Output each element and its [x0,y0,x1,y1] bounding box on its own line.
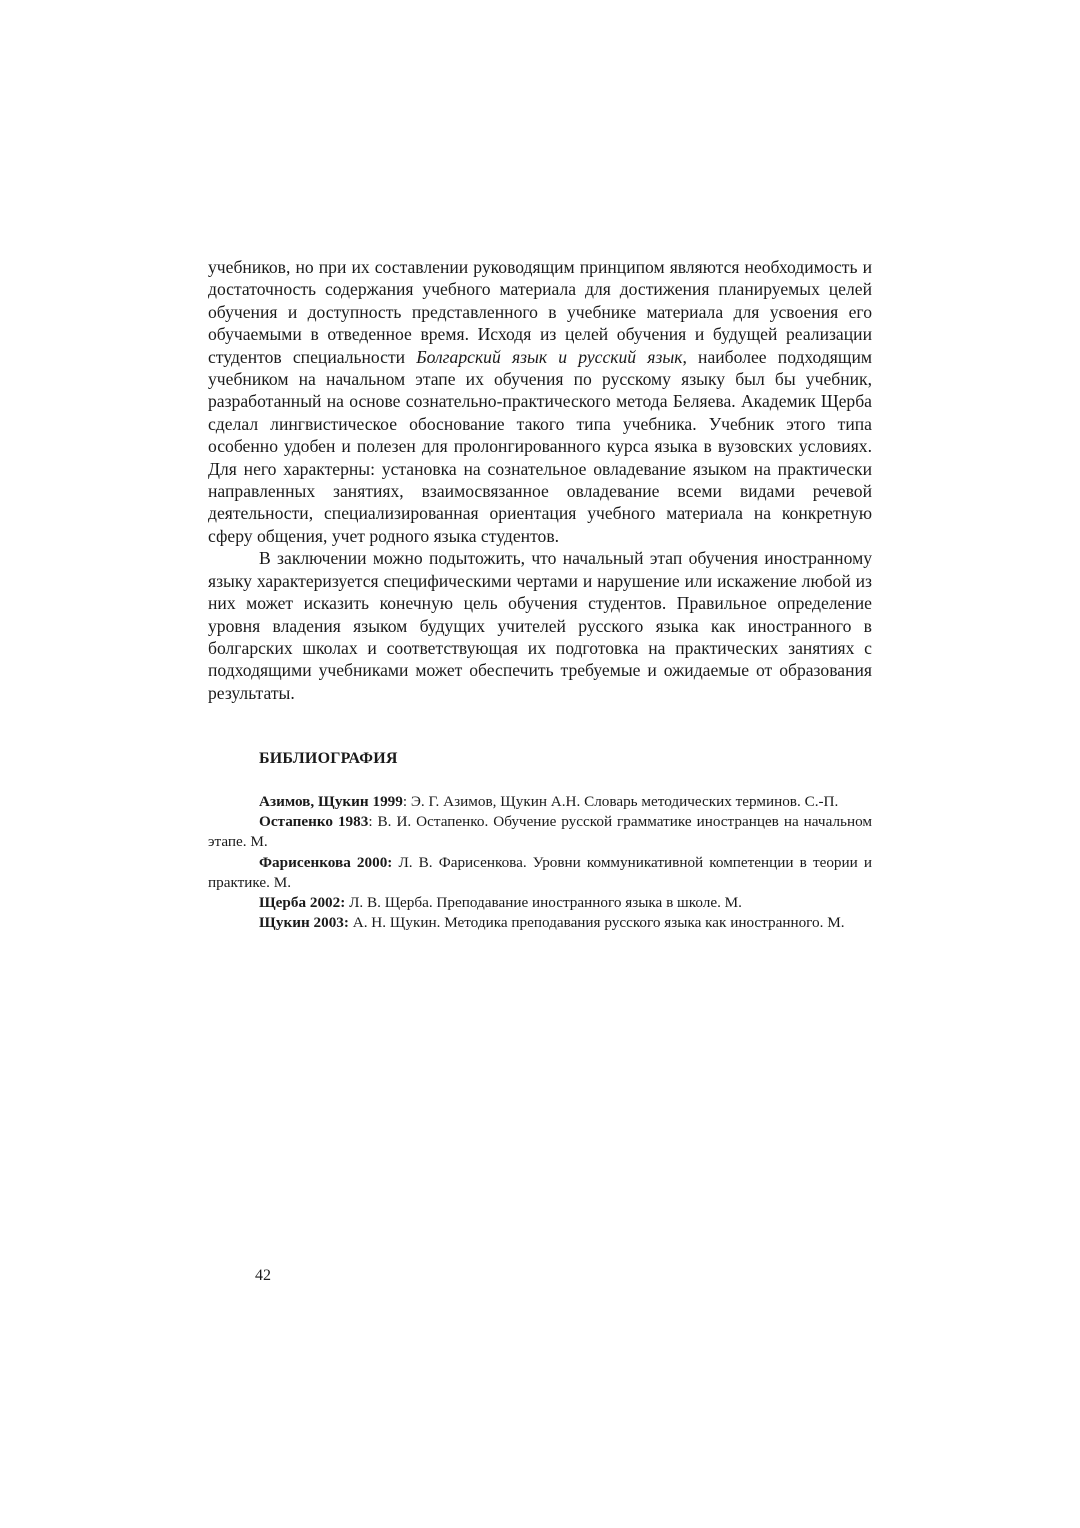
bibliography-entry-text: Л. В. Щерба. Преподавание иностранного языка в школе. М. [345,894,742,912]
bibliography-entry-key: Азимов, Щукин 1999 [259,793,403,810]
paragraph-1-start: учебников, но при их составлении руководящим принципом являются необходимость и достаточность содержания учебного материала для достижения планируемых целей обучения и доступность представленного в учебнике материала для усвоения его обучаемыми в отведенное время. Исходя из целей обучения и будущей реализации студентов специальности [208,257,872,367]
bibliography-entry-text: Л. В. Фарисенкова. Уровни коммуникативной компетенции в теории и практике. М. [208,853,872,891]
bibliography-entry [208,913,872,933]
bibliography-list [208,792,872,933]
specialty-name-italic: Болгарский язык и русский язык [416,346,683,367]
bibliography-entry-text: А. Н. Щукин. Методика преподавания русского языка как иностранного. М. [348,914,845,932]
bibliography-entry-text: : Э. Г. Азимов, Щукин А.Н. Словарь методических терминов. С.-П. [402,793,839,810]
bibliography-entry [208,853,872,893]
paragraph-1-end: , наиболее подходящим учебником на начальном этапе их обучения по русскому языку был бы учебник, разработанный на основе сознательно-практического метода Беляева. Академик Щерба сделал лингвистическое обоснование такого типа учебника. Учебник этого типа особенно удобен и полезен для пролонгированного курса языка в вузовских условиях. Для него характерны: установка на сознательное овладевание языком на практически направленных занятиях, взаимосвязанное овладевание всеми видами речевой деятельности, специализированная ориентация учебного материала на конкретную сферу общения, учет родного языка студентов. [208,346,872,546]
bibliography-entry [208,792,872,812]
bibliography-entry [208,893,872,913]
page-number: 42 [255,1267,271,1284]
body-text [208,256,872,704]
bibliography-entry-key: Фарисенкова 2000: [259,853,393,871]
bibliography-heading: БИБЛИОГРАФИЯ [259,750,398,767]
bibliography-entry [208,812,872,852]
paragraph-2: В заключении можно подытожить, что начальный этап обучения иностранному языку характеризуется специфическими чертами и нарушение или искажение любой из них может исказить конечную цель обучения студентов. Правильное определение уровня владения языком будущих учителей русского языка как иностранного в болгарских школах и соответствующая их подготовка на практических занятиях с подходящими учебниками может обеспечить требуемые и ожидаемые от образования результаты. [208,548,872,703]
bibliography-entry-key: Щерба 2002: [259,894,346,912]
bibliography-entry-key: Щукин 2003: [259,914,349,932]
bibliography-entry-text: : В. И. Остапенко. Обучение русской грамматике иностранцев на начальном этапе. М. [208,813,872,851]
paragraph-1 [208,256,872,547]
bibliography-entry-key: Остапенко 1983 [259,813,369,831]
